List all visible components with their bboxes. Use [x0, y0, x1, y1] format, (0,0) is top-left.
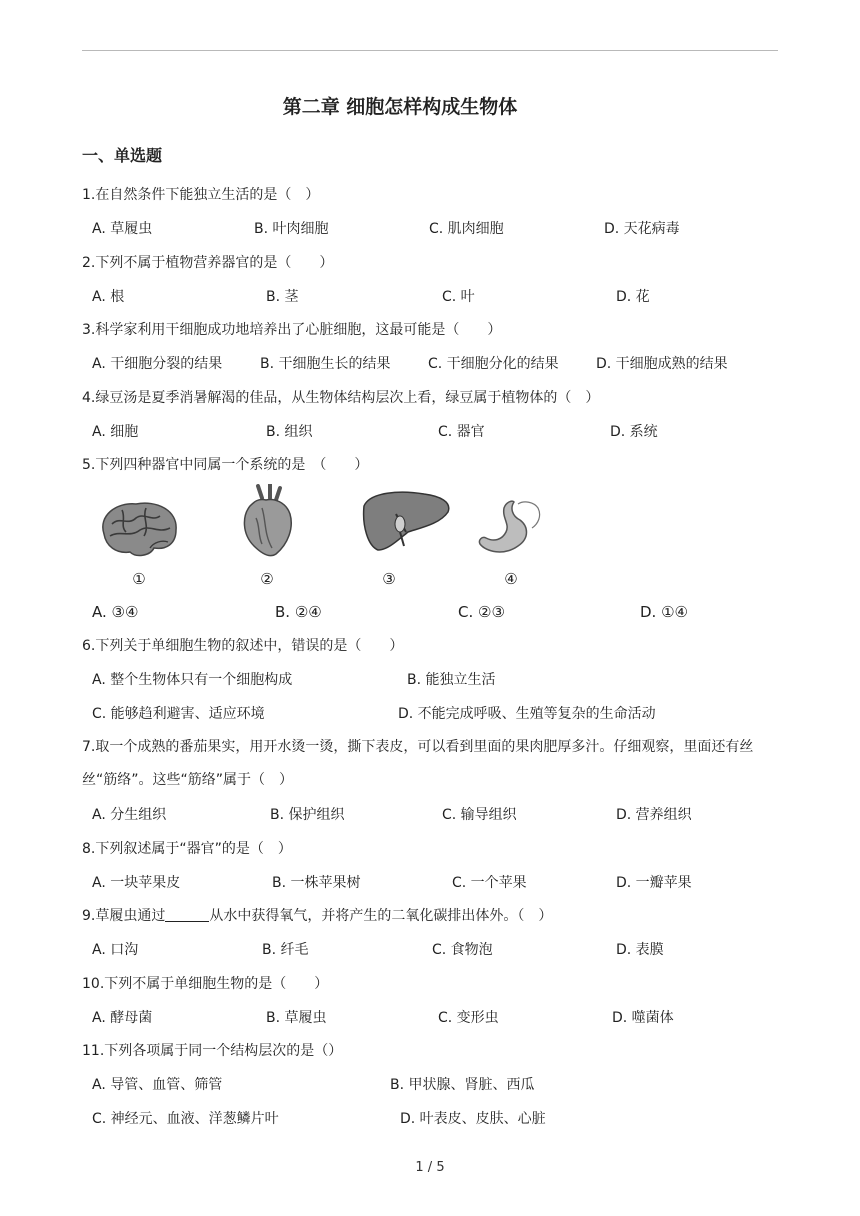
q4-option-d: D. 系统 [610, 424, 658, 440]
q4-option-b: B. 组织 [266, 424, 313, 440]
stomach-image [474, 498, 546, 560]
liver-image [360, 488, 454, 558]
fill-in-blank [165, 907, 209, 922]
q4-option-a: A. 细胞 [92, 424, 139, 440]
q9-option-c: C. 食物泡 [432, 942, 493, 958]
q7-option-c: C. 输导组织 [442, 807, 517, 823]
q5-option-a: A. ③④ [92, 603, 139, 621]
q8-option-d: D. 一瓣苹果 [616, 875, 692, 891]
q1-option-b: B. 叶肉细胞 [254, 221, 329, 237]
q5-option-c: C. ②③ [458, 603, 505, 621]
q9-stem-before: 9.草履虫通过 [82, 908, 166, 924]
page-number: 1 / 5 [415, 1160, 445, 1175]
q1-option-a: A. 草履虫 [92, 221, 153, 237]
figure-label-1: ① [132, 570, 146, 588]
q3-option-d: D. 干细胞成熟的结果 [596, 356, 728, 372]
q9-stem-after: 从水中获得氧气，并将产生的二氧化碳排出体外。（ ） [209, 908, 553, 924]
section-heading: 一、单选题 [82, 146, 163, 165]
q6-option-b: B. 能独立生活 [407, 672, 496, 688]
q11-option-d: D. 叶表皮、皮肤、心脏 [400, 1111, 546, 1127]
question-7-stem: 7.取一个成熟的番茄果实，用开水烫一烫，撕下表皮，可以看到里面的果肉肥厚多汁。仔细观察，里面还有丝丝“筋络”。这些“筋络”属于（ ） [82, 739, 754, 788]
q2-option-d: D. 花 [616, 289, 650, 305]
q1-option-c: C. 肌肉细胞 [429, 221, 504, 237]
q1-option-d: D. 天花病毒 [604, 221, 680, 237]
q10-option-a: A. 酵母菌 [92, 1010, 153, 1026]
q10-option-d: D. 噬菌体 [612, 1010, 674, 1026]
q6-option-c: C. 能够趋利避害、适应环境 [92, 706, 265, 722]
question-8-stem: 8.下列叙述属于“器官”的是（ ） [82, 841, 292, 857]
q7-option-b: B. 保护组织 [270, 807, 345, 823]
q5-option-b: B. ②④ [275, 603, 322, 621]
q5-option-d: D. ①④ [640, 603, 688, 621]
q3-option-c: C. 干细胞分化的结果 [428, 356, 559, 372]
q8-option-a: A. 一块苹果皮 [92, 875, 181, 891]
q6-option-a: A. 整个生物体只有一个细胞构成 [92, 672, 293, 688]
question-11-stem: 11.下列各项属于同一个结构层次的是（） [82, 1043, 343, 1059]
question-10-stem: 10.下列不属于单细胞生物的是（ ） [82, 976, 329, 992]
question-2-stem: 2.下列不属于植物营养器官的是（ ） [82, 255, 334, 271]
q11-option-a: A. 导管、血管、筛管 [92, 1077, 223, 1093]
q8-option-b: B. 一株苹果树 [272, 875, 361, 891]
q11-option-c: C. 神经元、血液、洋葱鳞片叶 [92, 1111, 279, 1127]
question-4-stem: 4.绿豆汤是夏季消暑解渴的佳品，从生物体结构层次上看，绿豆属于植物体的（ ） [82, 390, 600, 406]
question-1-stem: 1.在自然条件下能独立生活的是（ ） [82, 187, 320, 203]
page-title: 第二章 细胞怎样构成生物体 [282, 96, 518, 118]
header-rule [82, 50, 778, 51]
question-9-stem [82, 906, 552, 926]
question-3-stem: 3.科学家利用干细胞成功地培养出了心脏细胞，这最可能是（ ） [82, 322, 502, 338]
q6-option-d: D. 不能完成呼吸、生殖等复杂的生命活动 [398, 706, 656, 722]
question-5-stem: 5.下列四种器官中同属一个系统的是 （ ） [82, 457, 369, 473]
q9-option-d: D. 表膜 [616, 942, 664, 958]
question-6-stem: 6.下列关于单细胞生物的叙述中，错误的是（ ） [82, 638, 404, 654]
q7-option-d: D. 营养组织 [616, 807, 692, 823]
q3-option-a: A. 干细胞分裂的结果 [92, 356, 223, 372]
q4-option-c: C. 器官 [438, 424, 485, 440]
figure-label-2: ② [260, 570, 274, 588]
q10-option-c: C. 变形虫 [438, 1010, 499, 1026]
heart-image [236, 484, 298, 560]
figure-label-4: ④ [504, 570, 518, 588]
q11-option-b: B. 甲状腺、肾脏、西瓜 [390, 1077, 535, 1093]
q9-option-b: B. 纤毛 [262, 942, 309, 958]
q9-option-a: A. 口沟 [92, 942, 139, 958]
q2-option-b: B. 茎 [266, 289, 299, 305]
q8-option-c: C. 一个苹果 [452, 875, 527, 891]
brain-image [96, 496, 180, 560]
q2-option-c: C. 叶 [442, 289, 475, 305]
q3-option-b: B. 干细胞生长的结果 [260, 356, 391, 372]
q10-option-b: B. 草履虫 [266, 1010, 327, 1026]
figure-label-3: ③ [382, 570, 396, 588]
q7-option-a: A. 分生组织 [92, 807, 167, 823]
q2-option-a: A. 根 [92, 289, 125, 305]
